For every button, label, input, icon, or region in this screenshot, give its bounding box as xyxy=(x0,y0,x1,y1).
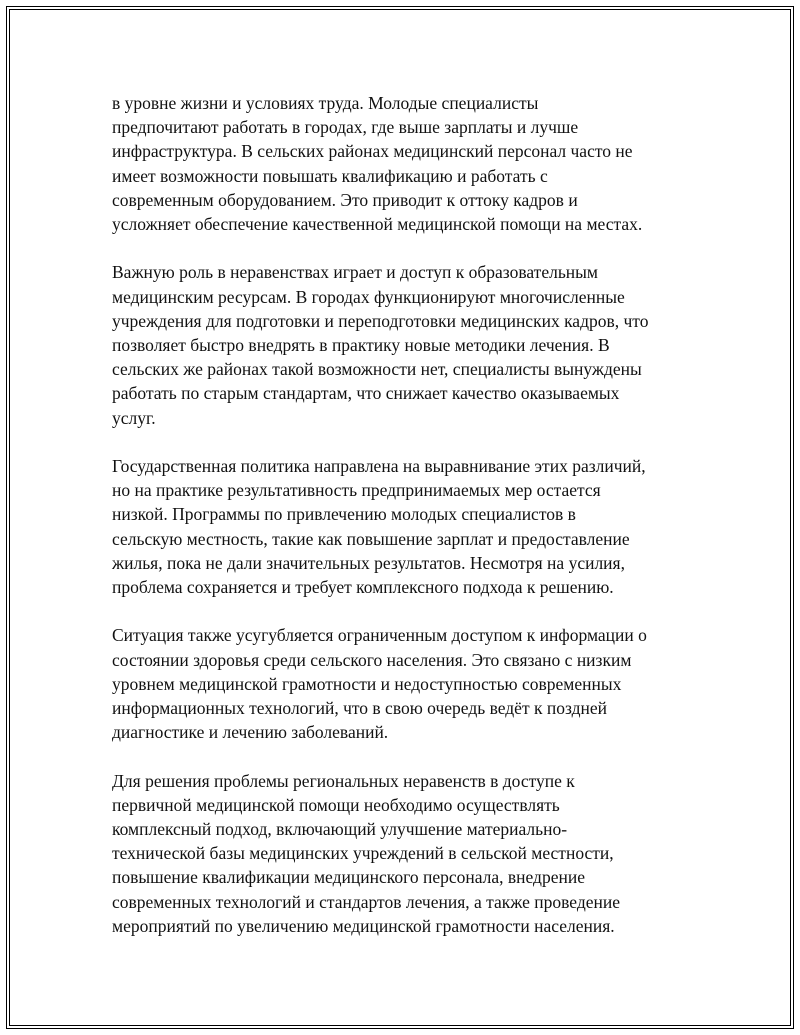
text-line: позволяет быстро внедрять в практику новые методики лечения. В xyxy=(112,335,610,356)
paragraph xyxy=(112,769,696,938)
text-line: услуг. xyxy=(112,407,156,428)
text-line: сельскую местность, такие как повышение зарплат и предоставление xyxy=(112,528,630,549)
text-line: жилья, пока не дали значительных результатов. Несмотря на усилия, xyxy=(112,552,625,573)
text-line: усложняет обеспечение качественной медицинской помощи на местах. xyxy=(112,214,643,235)
text-line: медицинским ресурсам. В городах функционируют многочисленные xyxy=(112,286,625,307)
text-line: низкой. Программы по привлечению молодых специалистов в xyxy=(112,504,576,525)
text-line: информационных технологий, что в свою очередь ведёт к поздней xyxy=(112,698,607,719)
text-line: мероприятий по увеличению медицинской грамотности населения. xyxy=(112,915,615,936)
text-line: повышение квалификации медицинского персонала, внедрение xyxy=(112,867,585,888)
text-line: Государственная политика направлена на выравнивание этих различий, xyxy=(112,456,646,477)
document-body xyxy=(112,91,696,962)
text-line: сельских же районах такой возможности нет, специалисты вынуждены xyxy=(112,359,642,380)
text-line: Важную роль в неравенствах играет и доступ к образовательным xyxy=(112,262,599,283)
paragraph xyxy=(112,623,696,744)
text-line: современных технологий и стандартов лечения, а также проведение xyxy=(112,891,621,912)
text-line: первичной медицинской помощи необходимо осуществлять xyxy=(112,794,560,815)
text-line: работать по старым стандартам, что снижает качество оказываемых xyxy=(112,383,620,404)
text-line: учреждения для подготовки и переподготовки медицинских кадров, что xyxy=(112,310,649,331)
text-line: инфраструктура. В сельских районах медицинский персонал часто не xyxy=(112,141,633,162)
text-line: комплексный подход, включающий улучшение материально- xyxy=(112,819,568,840)
text-line: современным оборудованием. Это приводит к оттоку кадров и xyxy=(112,189,578,210)
text-line: имеет возможности повышать квалификацию и работать с xyxy=(112,165,548,186)
text-line: но на практике результативность предпринимаемых мер остается xyxy=(112,480,601,501)
text-line: проблема сохраняется и требует комплексного подхода к решению. xyxy=(112,577,614,598)
text-line: в уровне жизни и условиях труда. Молодые специалисты xyxy=(112,93,539,113)
text-line: уровнем медицинской грамотности и недоступностью современных xyxy=(112,673,622,694)
paragraph xyxy=(112,260,696,429)
text-line: Ситуация также усугубляется ограниченным доступом к информации о xyxy=(112,625,647,646)
paragraph xyxy=(112,454,696,599)
text-line: диагностике и лечению заболеваний. xyxy=(112,722,389,743)
text-line: технической базы медицинских учреждений в сельской местности, xyxy=(112,843,614,864)
text-line: состоянии здоровья среди сельского населения. Это связано с низким xyxy=(112,649,632,670)
paragraph xyxy=(112,91,696,236)
text-line: предпочитают работать в городах, где выше зарплаты и лучше xyxy=(112,117,579,138)
text-line: Для решения проблемы региональных неравенств в доступе к xyxy=(112,770,575,791)
